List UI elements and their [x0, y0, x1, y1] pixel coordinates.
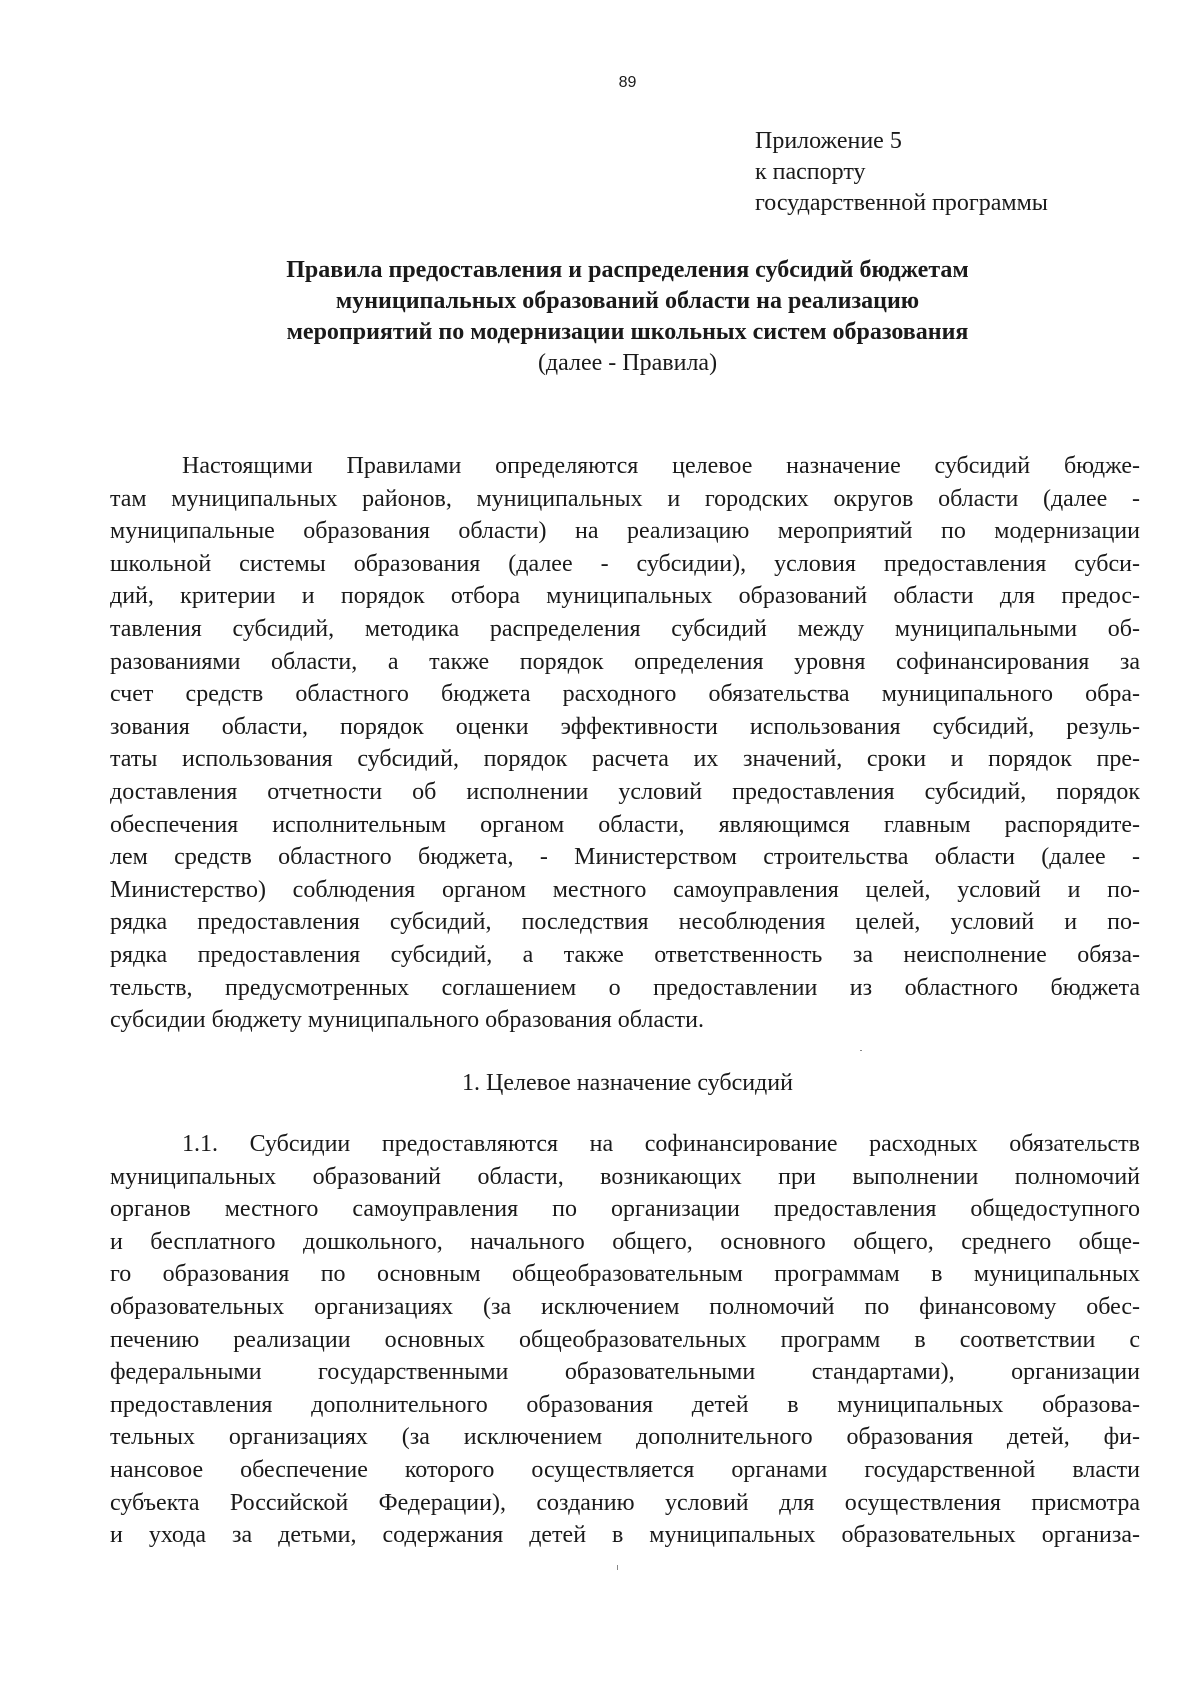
text-line: муниципальных образований области, возникающих при выполнении полномочий	[110, 1163, 1140, 1190]
appendix-line-3: государственной программы	[755, 190, 1048, 216]
text-line: рядка предоставления субсидий, последствия несоблюдения целей, условий и по-	[110, 909, 1140, 936]
text-line: тельств, предусмотренных соглашением о предоставлении из областного бюджета	[110, 974, 1140, 1001]
section-1-heading: 1. Целевое назначение субсидий	[462, 1070, 793, 1096]
appendix-line-1: Приложение 5	[755, 128, 902, 154]
text-line: нансовое обеспечение которого осуществляется органами государственной власти	[110, 1456, 1140, 1483]
title-line-1: Правила предоставления и распределения субсидий бюджетам	[286, 257, 969, 283]
appendix-note	[755, 126, 1048, 219]
text-line: тавления субсидий, методика распределения субсидий между муниципальными об-	[110, 615, 1140, 642]
text-line: печению реализации основных общеобразовательных программ в соответствии с	[110, 1326, 1140, 1353]
text-line: лем средств областного бюджета, - Министерством строительства области (далее -	[110, 844, 1140, 871]
text-line: доставления отчетности об исполнении условий предоставления субсидий, порядок	[110, 778, 1140, 805]
text-line: го образования по основным общеобразовательным программам в муниципальных	[110, 1261, 1140, 1288]
text-line: зования области, порядок оценки эффективности использования субсидий, резуль-	[110, 713, 1140, 740]
title-line-2: муниципальных образований области на реализацию	[335, 288, 920, 314]
page-number: 89	[618, 74, 637, 91]
text-line: разованиями области, а также порядок определения уровня софинансирования за	[110, 648, 1140, 675]
text-line: дий, критерии и порядок отбора муниципальных образований области для предос-	[110, 583, 1140, 610]
text-line: и ухода за детьми, содержания детей в муниципальных образовательных организа-	[110, 1522, 1140, 1549]
scan-speck	[860, 1050, 862, 1051]
text-line: органов местного самоуправления по организации предоставления общедоступного	[110, 1196, 1140, 1223]
title-line-3: мероприятий по модернизации школьных систем образования	[286, 319, 969, 345]
paragraph-1-1	[110, 1128, 1140, 1552]
text-line: Настоящими Правилами определяются целевое назначение субсидий бюдже-	[182, 453, 1140, 479]
appendix-line-2: к паспорту	[755, 159, 866, 185]
text-line: субсидии бюджету муниципального образования области.	[110, 1007, 704, 1034]
intro-paragraph	[110, 450, 1140, 1037]
text-line: образовательных организациях (за исключением полномочий по финансовому обес-	[110, 1293, 1140, 1320]
text-line: и бесплатного дошкольного, начального общего, основного общего, среднего обще-	[110, 1228, 1140, 1255]
text-line: предоставления дополнительного образования детей в муниципальных образова-	[110, 1391, 1140, 1418]
text-line: таты использования субсидий, порядок расчета их значений, сроки и порядок пре-	[110, 746, 1140, 773]
text-line: федеральными государственными образовательными стандартами), организации	[110, 1359, 1140, 1386]
text-line: там муниципальных районов, муниципальных и городских округов области (далее -	[110, 485, 1140, 512]
text-line: рядка предоставления субсидий, а также ответственность за неисполнение обяза-	[110, 941, 1140, 968]
text-line: Министерство) соблюдения органом местного самоуправления целей, условий и по-	[110, 876, 1140, 903]
text-line: 1.1. Субсидии предоставляются на софинансирование расходных обязательств	[182, 1131, 1140, 1157]
text-line: обеспечения исполнительным органом области, являющимся главным распорядите-	[110, 811, 1140, 838]
text-line: счет средств областного бюджета расходного обязательства муниципального обра-	[110, 681, 1140, 708]
title-line-4: (далее - Правила)	[537, 350, 718, 376]
document-title	[110, 255, 1145, 379]
text-line: субъекта Российской Федерации), созданию условий для осуществления присмотра	[110, 1489, 1140, 1516]
text-line: муниципальные образования области) на реализацию мероприятий по модернизации	[110, 518, 1140, 545]
text-line: тельных организациях (за исключением дополнительного образования детей, фи-	[110, 1424, 1140, 1451]
text-line: школьной системы образования (далее - субсидии), условия предоставления субси-	[110, 550, 1140, 577]
scan-speck	[617, 1565, 618, 1570]
